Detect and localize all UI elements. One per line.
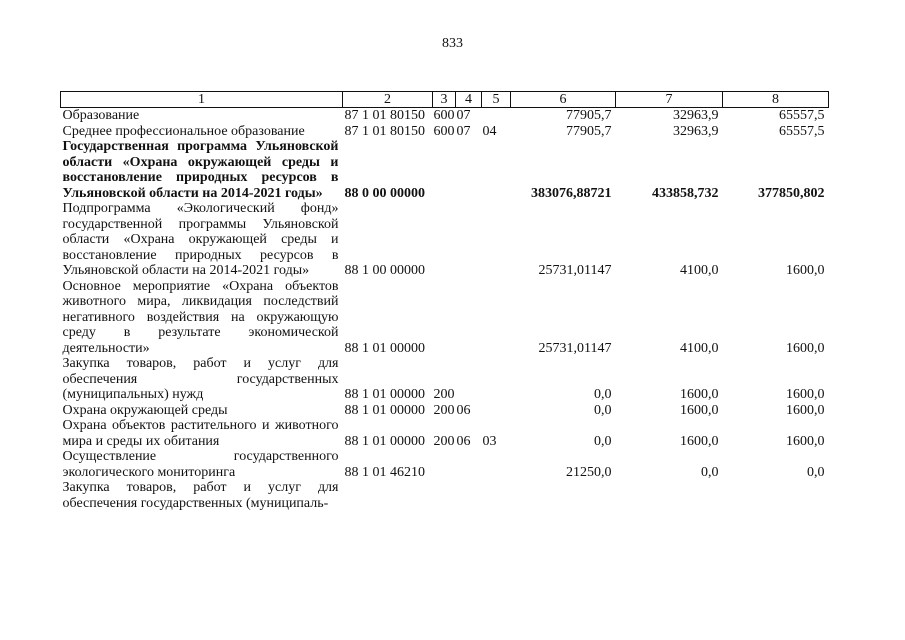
table-row: [61, 403, 829, 419]
subsection-code: [482, 201, 511, 279]
section-code: 06: [456, 402, 471, 418]
table-row: [61, 279, 829, 357]
subsection-code: 03: [482, 433, 497, 449]
amount-col-6: 0,0: [594, 433, 612, 449]
subsection-code: [482, 139, 511, 201]
column-header: 4: [456, 92, 482, 108]
table-header: [61, 92, 829, 108]
row-name: Осуществление государственного экологического мониторинга: [62, 449, 339, 480]
page-number: 833: [442, 36, 463, 51]
amount-col-8: 377850,802: [758, 185, 825, 201]
table-row: [61, 356, 829, 403]
column-header: 3: [433, 92, 456, 108]
amount-col-7: 1600,0: [680, 402, 719, 418]
section-code: [456, 480, 482, 511]
amount-col-8: [723, 480, 829, 511]
expense-type-code: 600: [433, 123, 455, 139]
row-name: Закупка товаров, работ и услуг для обеспечения государственных (муниципальных) нужд: [62, 356, 339, 402]
subsection-code: [482, 403, 511, 419]
amount-col-7: [616, 480, 723, 511]
amount-col-7: 433858,732: [652, 185, 719, 201]
target-article-code: 87 1 01 80150: [344, 123, 425, 139]
row-name: Подпрограмма «Экологический фонд» государственной программы Ульяновской области «Охрана окружающей среды и восстановление природных ресурсов в Ульяновской области на 2014-2021 годы»: [62, 201, 339, 278]
amount-col-8: 1600,0: [786, 387, 825, 402]
subsection-code: [482, 449, 511, 480]
amount-col-6: 0,0: [594, 402, 612, 418]
amount-col-6: 77905,7: [566, 108, 612, 123]
amount-col-8: 1600,0: [786, 340, 825, 356]
target-article-code: 88 1 01 00000: [344, 433, 425, 449]
amount-col-6: 25731,01147: [538, 340, 612, 356]
column-header: 7: [616, 92, 723, 108]
column-number-row: [61, 92, 829, 108]
section-code: [456, 356, 482, 403]
amount-col-6: 21250,0: [566, 464, 612, 480]
subsection-code: [482, 480, 511, 511]
row-name: Охрана объектов растительного и животного мира и среды их обитания: [62, 418, 339, 449]
amount-col-6: 25731,01147: [538, 263, 612, 278]
section-code: 06: [456, 433, 471, 449]
row-name: Охрана окружающей среды: [62, 402, 228, 418]
expense-type-code: [433, 449, 456, 480]
target-article-code: 87 1 01 80150: [344, 108, 425, 123]
amount-col-8: 0,0: [807, 464, 825, 480]
section-code: [456, 201, 482, 279]
amount-col-8: 1600,0: [786, 433, 825, 449]
amount-col-8: 1600,0: [786, 402, 825, 418]
expense-type-code: 200: [433, 402, 455, 418]
section-code: [456, 449, 482, 480]
table-row: [61, 201, 829, 279]
subsection-code: 04: [482, 123, 497, 139]
section-code: [456, 139, 482, 201]
amount-col-8: 1600,0: [786, 263, 825, 278]
target-article-code: 88 1 01 46210: [344, 464, 425, 480]
amount-col-8: 65557,5: [779, 123, 825, 139]
budget-table: [60, 91, 829, 511]
column-header: 8: [723, 92, 829, 108]
row-name: Среднее профессиональное образование: [62, 123, 305, 139]
table-row: [61, 449, 829, 480]
target-article-code: 88 1 01 00000: [344, 402, 425, 418]
target-article-code: 88 1 01 00000: [344, 387, 425, 402]
amount-col-6: 77905,7: [566, 123, 612, 139]
table-row: [61, 124, 829, 140]
row-name: Основное мероприятие «Охрана объектов животного мира, ликвидация последствий негативного воздействия на окружающую среду в результате экономической деятельности»: [62, 278, 339, 356]
expense-type-code: 600: [433, 108, 455, 123]
table-body: [61, 108, 829, 512]
column-header: 6: [511, 92, 616, 108]
subsection-code: [482, 279, 511, 357]
row-name: Образование: [62, 108, 140, 123]
amount-col-7: 1600,0: [680, 387, 719, 402]
amount-col-7: 32963,9: [673, 108, 719, 123]
amount-col-6: [511, 480, 616, 511]
column-header: 5: [482, 92, 511, 108]
amount-col-7: 32963,9: [673, 123, 719, 139]
section-code: 07: [456, 108, 471, 123]
target-article-code: 88 1 00 00000: [344, 263, 425, 278]
table-row: [61, 139, 829, 201]
amount-col-7: 4100,0: [680, 263, 719, 278]
expense-type-code: 200: [433, 433, 455, 449]
expense-type-code: 200: [433, 387, 455, 402]
amount-col-6: 0,0: [594, 387, 612, 402]
expense-type-code: [433, 201, 456, 279]
amount-col-7: 4100,0: [680, 340, 719, 356]
row-name: Закупка товаров, работ и услуг для обеспечения государственных (муниципаль-: [62, 480, 339, 511]
subsection-code: [482, 108, 511, 124]
column-header: 2: [343, 92, 433, 108]
target-article-code: 88 1 01 00000: [344, 340, 425, 356]
target-article-code: 88 0 00 00000: [344, 185, 425, 201]
subsection-code: [482, 356, 511, 403]
amount-col-7: 0,0: [701, 464, 719, 480]
expense-type-code: [433, 480, 456, 511]
amount-col-6: 383076,88721: [531, 185, 612, 201]
amount-col-7: 1600,0: [680, 433, 719, 449]
amount-col-8: 65557,5: [779, 108, 825, 123]
row-name: Государственная программа Ульяновской области «Охрана окружающей среды и восстановление природных ресурсов в Ульяновской области на 2014-2021 годы»: [62, 139, 339, 201]
expense-type-code: [433, 139, 456, 201]
table-row: [61, 480, 829, 511]
section-code: [456, 279, 482, 357]
expense-type-code: [433, 279, 456, 357]
table-row: [61, 418, 829, 449]
target-article-code: [343, 480, 433, 511]
column-header: 1: [61, 92, 343, 108]
section-code: 07: [456, 123, 471, 139]
table-row: [61, 108, 829, 124]
